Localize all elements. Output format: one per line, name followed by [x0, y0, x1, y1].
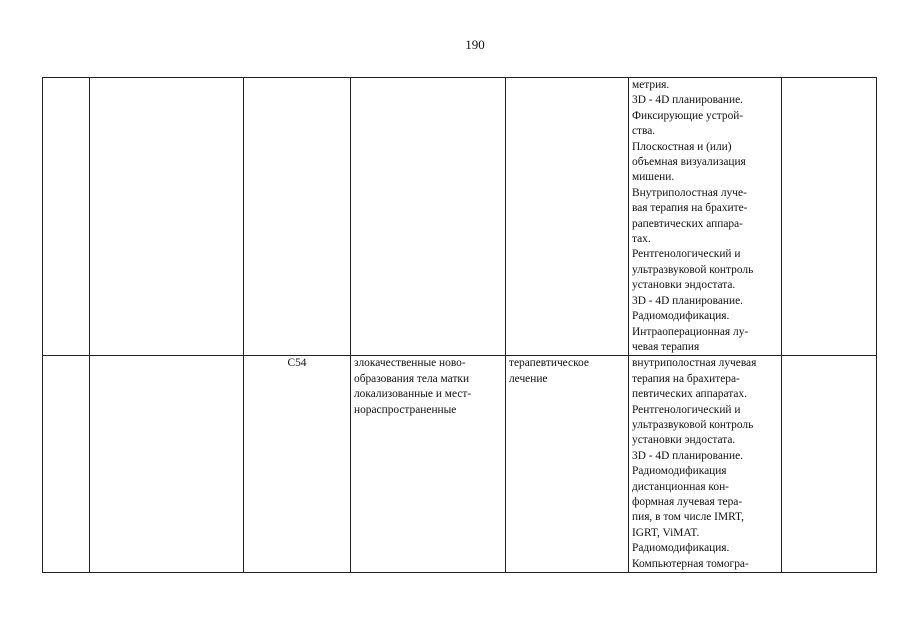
cell-text-line: Радиомодификация.: [632, 542, 730, 555]
cell-text-line: пия, в том числе IMRT,: [632, 511, 744, 524]
cell-text-line: формная лучевая тера-: [632, 495, 743, 508]
cell-text-line: Компьютерная томогра-: [632, 557, 749, 570]
cost-cell: [782, 78, 877, 356]
cell-text-line: вая терапия на брахите-: [632, 202, 748, 215]
row-number-cell: [43, 356, 90, 573]
code-cell: C54: [244, 356, 351, 573]
treatment-type-cell: [506, 356, 629, 573]
cell-text-line: певтических аппаратах.: [632, 388, 747, 401]
cell-text-line: IGRT, ViMAT.: [632, 526, 700, 539]
cell-text-line: метрия.: [632, 79, 670, 91]
cell-text-line: Фиксирующие устрой-: [632, 109, 744, 122]
cost-cell: [782, 356, 877, 573]
cell-text-line: объемная визуализация: [632, 156, 746, 169]
cell-text-line: ства.: [632, 125, 656, 138]
cell-text-line: ультразвуковой контроль: [632, 418, 754, 431]
cell-text-line: нораспространенные: [354, 403, 457, 416]
cell-text-line: 3D - 4D планирование.: [632, 94, 743, 107]
cell-text-line: терапевтическое: [509, 357, 589, 370]
cell-text-line: установки эндостата.: [632, 279, 736, 292]
profile-cell: [90, 356, 244, 573]
cell-text-line: рапевтических аппара-: [632, 217, 743, 230]
cell-text-line: мишени.: [632, 171, 675, 184]
cell-text-line: лечение: [509, 372, 548, 385]
cell-text-line: Интраоперационная лу-: [632, 325, 749, 338]
cell-text-line: дистанционная кон-: [632, 480, 729, 493]
page-number: 190: [465, 37, 485, 52]
medical-care-table: [42, 77, 877, 573]
cell-text-line: установки эндостата.: [632, 434, 736, 447]
cell-text-line: чевая терапия: [632, 340, 700, 353]
cell-text-line: Внутриполостная луче-: [632, 186, 747, 199]
profile-cell: [90, 78, 244, 356]
row-number-cell: [43, 78, 90, 356]
treatment-method-cell: [629, 356, 782, 573]
cell-text-line: внутриполостная лучевая: [632, 357, 757, 370]
code-cell: [244, 78, 351, 356]
cell-text-line: тах.: [632, 233, 651, 246]
cell-text-line: Плоскостная и (или): [632, 140, 732, 153]
treatment-type-cell: [506, 78, 629, 356]
cell-text-line: Рентгенологический и: [632, 248, 741, 261]
cell-text-line: Рентгенологический и: [632, 403, 741, 416]
cell-text-line: Радиомодификация: [632, 465, 727, 478]
diagnosis-cell: [351, 356, 506, 573]
diagnosis-cell: [351, 78, 506, 356]
table-row: [43, 356, 877, 573]
cell-text-line: образования тела матки: [354, 372, 470, 385]
treatment-method-cell: [629, 78, 782, 356]
cell-text-line: локализованные и мест-: [354, 388, 472, 401]
cell-text-line: терапия на брахитера-: [632, 372, 740, 385]
cell-text-line: Радиомодификация.: [632, 310, 730, 323]
cell-text-line: ультразвуковой контроль: [632, 263, 754, 276]
cell-text-line: 3D - 4D планирование.: [632, 294, 743, 307]
cell-text-line: злокачественные ново-: [354, 357, 466, 370]
cell-text-line: 3D - 4D планирование.: [632, 449, 743, 462]
table-row: [43, 78, 877, 356]
